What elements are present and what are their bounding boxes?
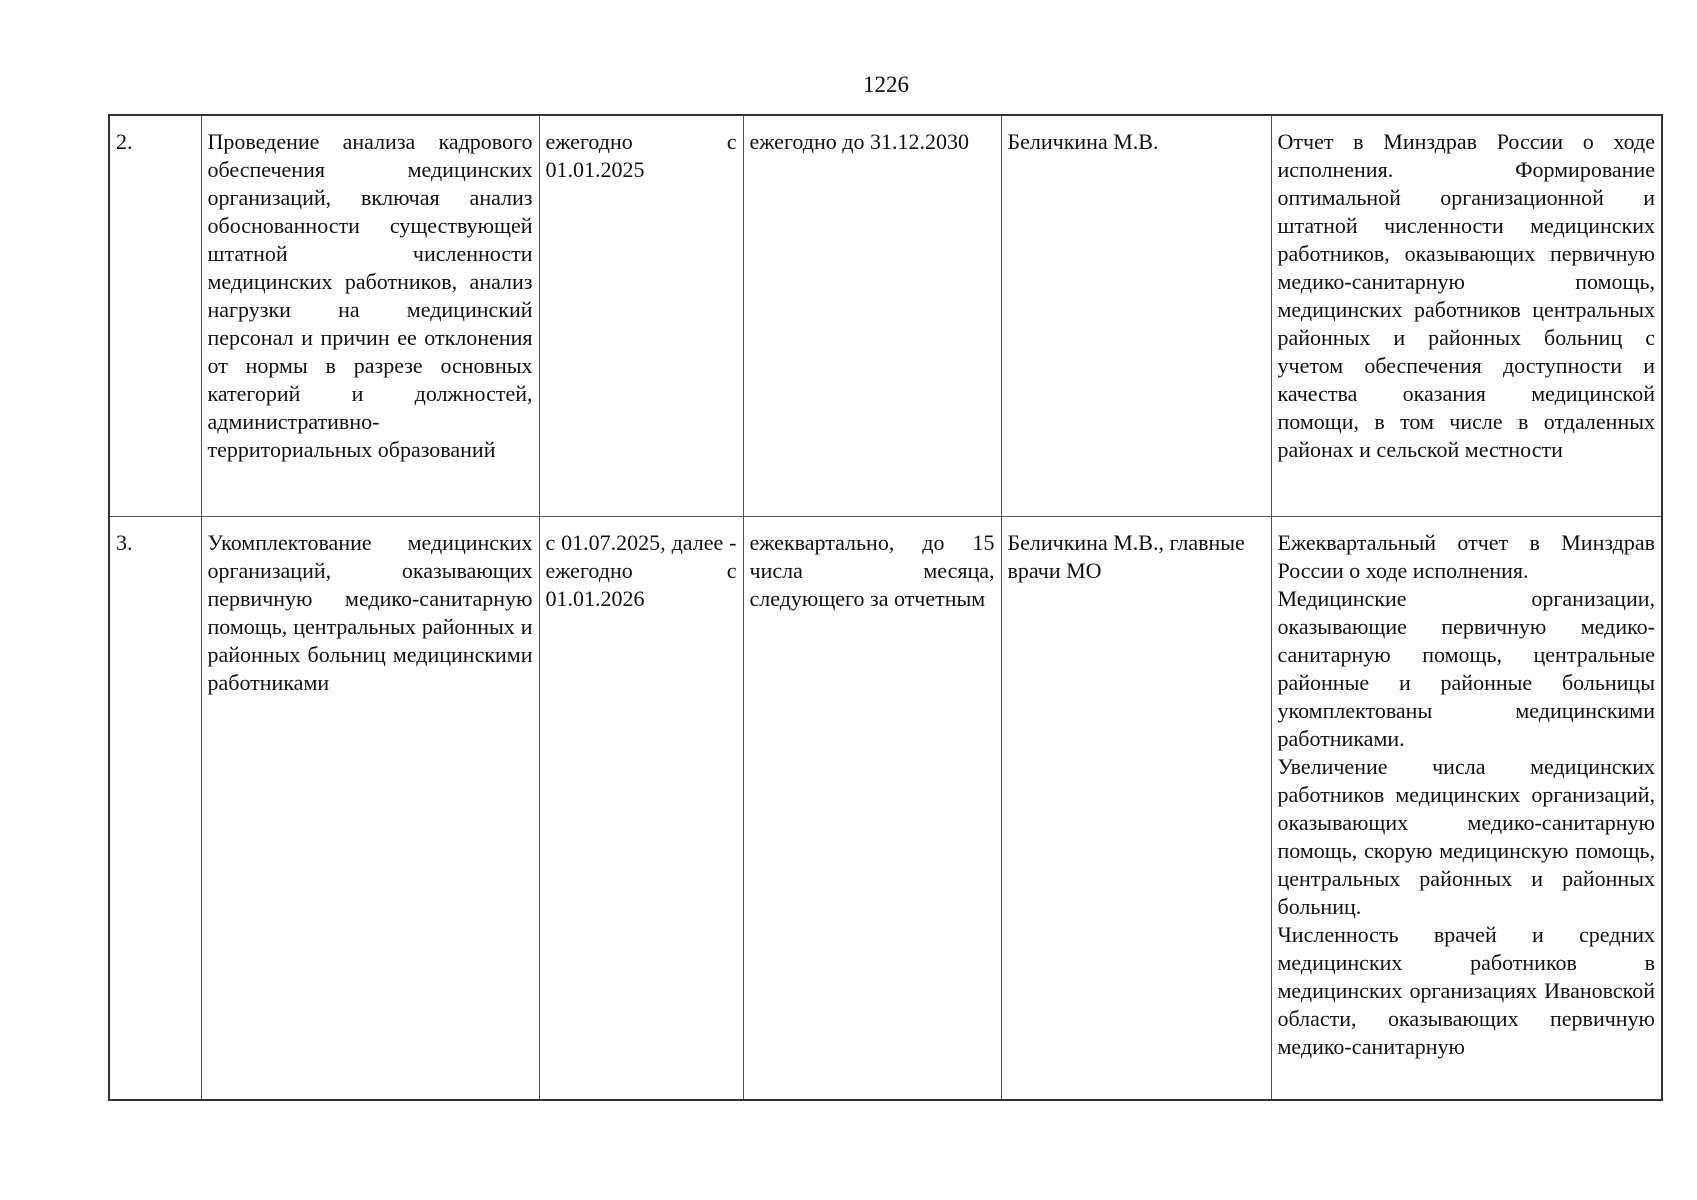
start-text: ежегодно с 01.01.2025 [545,129,737,182]
table-row [109,115,1662,517]
result-paragraph: Численность врачей и средних медицинских работников в медицинских организациях Ивановской области, оказывающих первичную медико-санитарную [1277,922,1655,1059]
action-plan-table [108,114,1663,1101]
deadline-text: ежегодно до 31.12.2030 [749,129,969,154]
cell-result [1271,517,1662,1101]
result-paragraph: Увеличение числа медицинских работников медицинских организаций, оказывающих медико-санитарную помощь, скорую медицинскую помощь, центральных районных и районных больниц. [1277,754,1655,919]
item-number: 3. [116,530,133,555]
table-row [109,517,1662,1101]
responsible-text: Беличкина М.В., главные врачи МО [1007,530,1245,583]
cell-number [109,115,201,517]
item-number: 2. [116,129,133,154]
cell-deadline [743,115,1001,517]
cell-start [539,115,743,517]
result-paragraph: Ежеквартальный отчет в Минздрав России о ходе исполнения. [1277,530,1655,583]
deadline-text: ежеквартально, до 15 числа месяца, следующего за отчетным [749,530,995,611]
cell-task [201,115,539,517]
task-text: Проведение анализа кадрового обеспечения медицинских организаций, включая анализ обоснованности существующей штатной численности медицинских работников, анализ нагрузки на медицинский персонал и причин ее отклонения от нормы в разрезе основных категорий и должностей, административно-территориальных образований [207,129,533,462]
cell-responsible [1001,115,1271,517]
responsible-text: Беличкина М.В. [1007,129,1159,154]
result-paragraph: Отчет в Минздрав России о ходе исполнения. Формирование оптимальной организационной и штатной численности медицинских работников, оказывающих первичную медико-санитарную помощь, медицинских работников центральных районных и районных больниц с учетом обеспечения доступности и качества оказания медицинской помощи, в том числе в отдаленных районах и сельской местности [1277,129,1655,462]
page-number: 1226 [863,72,909,97]
cell-number [109,517,201,1101]
cell-result [1271,115,1662,517]
cell-responsible [1001,517,1271,1101]
cell-task [201,517,539,1101]
task-text: Укомплектование медицинских организаций, оказывающих первичную медико-санитарную помощь, центральных районных и районных больниц медицинскими работниками [207,530,533,695]
start-text: с 01.07.2025, далее - ежегодно с 01.01.2026 [545,530,737,611]
cell-deadline [743,517,1001,1101]
cell-start [539,517,743,1101]
result-paragraph: Медицинские организации, оказывающие первичную медико-санитарную помощь, центральные районные и районные больницы укомплектованы медицинскими работниками. [1277,586,1655,751]
